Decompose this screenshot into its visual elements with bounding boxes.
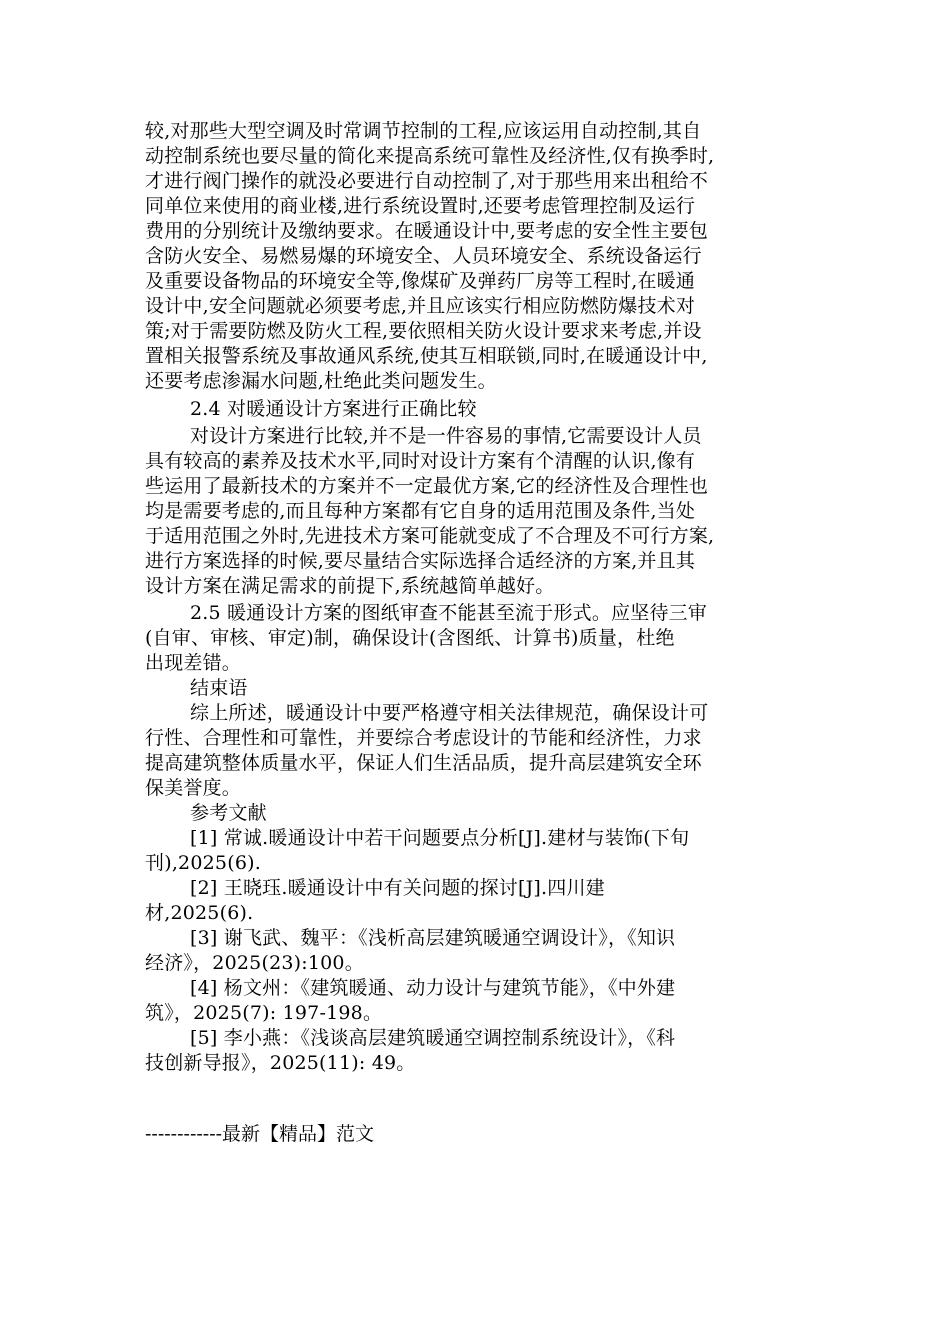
body-text-line: 于适用范围之外时,先进技术方案可能就变成了不合理及不可行方案, (145, 525, 715, 547)
reference-item: 筑》，2025(7): 197-198。 (145, 1002, 383, 1024)
body-text-line: 设计中,安全问题就必须要考虑,并且应该实行相应防燃防爆技术对 (145, 295, 696, 317)
body-text-line: 及重要设备物品的环境安全等,像煤矿及弹药厂房等工程时,在暖通 (145, 270, 696, 292)
reference-item: [3] 谢飞武、魏平：《浅析高层建筑暖通空调设计》，《知识 (190, 927, 676, 949)
body-text-line: (自审、审核、审定)制，确保设计(含图纸、计算书)质量，杜绝 (145, 627, 675, 649)
body-text-line: 置相关报警系统及事故通风系统,使其互相联锁,同时,在暖通设计中, (145, 345, 708, 367)
body-text-line: 保美誉度。 (145, 777, 242, 799)
body-text-line: 还要考虑渗漏水问题,杜绝此类问题发生。 (145, 370, 497, 392)
body-text-line: 策;对于需要防燃及防火工程,要依照相关防火设计要求来考虑,并设 (145, 320, 702, 342)
body-text-line: 动控制系统也要尽量的简化来提高系统可靠性及经济性,仅有换季时, (145, 145, 715, 167)
body-text-line: 进行方案选择的时候,要尽量结合实际选择合适经济的方案,并且其 (145, 550, 696, 572)
body-text-line: 行性、合理性和可靠性，并要综合考虑设计的节能和经济性，力求 (145, 727, 702, 749)
reference-item: [2] 王晓珏.暖通设计中有关问题的探讨[J].四川建 (190, 877, 605, 899)
body-text-line: 具有较高的素养及技术水平,同时对设计方案有个清醒的认识,像有 (145, 450, 696, 472)
page-footer: ------------最新【精品】范文 (145, 1123, 375, 1145)
body-text-line: 较,对那些大型空调及时常调节控制的工程,应该运用自动控制,其自 (145, 120, 702, 142)
body-text-line: 出现差错。 (145, 652, 242, 674)
reference-item: 经济》，2025(23):100。 (145, 952, 364, 974)
body-text-line: 同单位来使用的商业楼,进行系统设置时,还要考虑管理控制及运行 (145, 195, 696, 217)
body-text-line: 些运用了最新技术的方案并不一定最优方案,它的经济性及合理性也 (145, 475, 709, 497)
reference-item: 刊),2025(6). (145, 852, 261, 874)
section-heading-2-4: 2.4 对暖通设计方案进行正确比较 (190, 398, 477, 420)
body-text-line: 对设计方案进行比较,并不是一件容易的事情,它需要设计人员 (190, 425, 702, 447)
reference-item: 技创新导报》，2025(11): 49。 (145, 1052, 416, 1074)
reference-item: [5] 李小燕：《浅谈高层建筑暖通空调控制系统设计》，《科 (190, 1027, 676, 1049)
body-text-line: 含防火安全、易燃易爆的环境安全、人员环境安全、系统设备运行 (145, 245, 702, 267)
conclusion-heading: 结束语 (190, 677, 248, 699)
reference-item: [4] 杨文州：《建筑暖通、动力设计与建筑节能》，《中外建 (190, 977, 676, 999)
reference-item: 材,2025(6). (145, 902, 254, 924)
body-text-line: 设计方案在满足需求的前提下,系统越简单越好。 (145, 575, 555, 597)
body-text-line: 才进行阀门操作的就没必要进行自动控制了,对于那些用来出租给不 (145, 170, 709, 192)
body-text-line: 均是需要考虑的,而且每种方案都有它自身的适用范围及条件,当处 (145, 500, 696, 522)
body-text-line: 费用的分别统计及缴纳要求。在暖通设计中,要考虑的安全性主要包 (145, 220, 709, 242)
references-heading: 参考文献 (190, 802, 267, 824)
body-text-line: 综上所述，暖通设计中要严格遵守相关法律规范，确保设计可 (190, 702, 709, 724)
body-text-line: 提高建筑整体质量水平，保证人们生活品质，提升高层建筑安全环 (145, 752, 702, 774)
section-heading-2-5: 2.5 暖通设计方案的图纸审查不能甚至流于形式。应坚待三审 (190, 602, 708, 624)
reference-item: [1] 常诚.暖通设计中若干问题要点分析[J].建材与装饰(下旬 (190, 827, 690, 849)
